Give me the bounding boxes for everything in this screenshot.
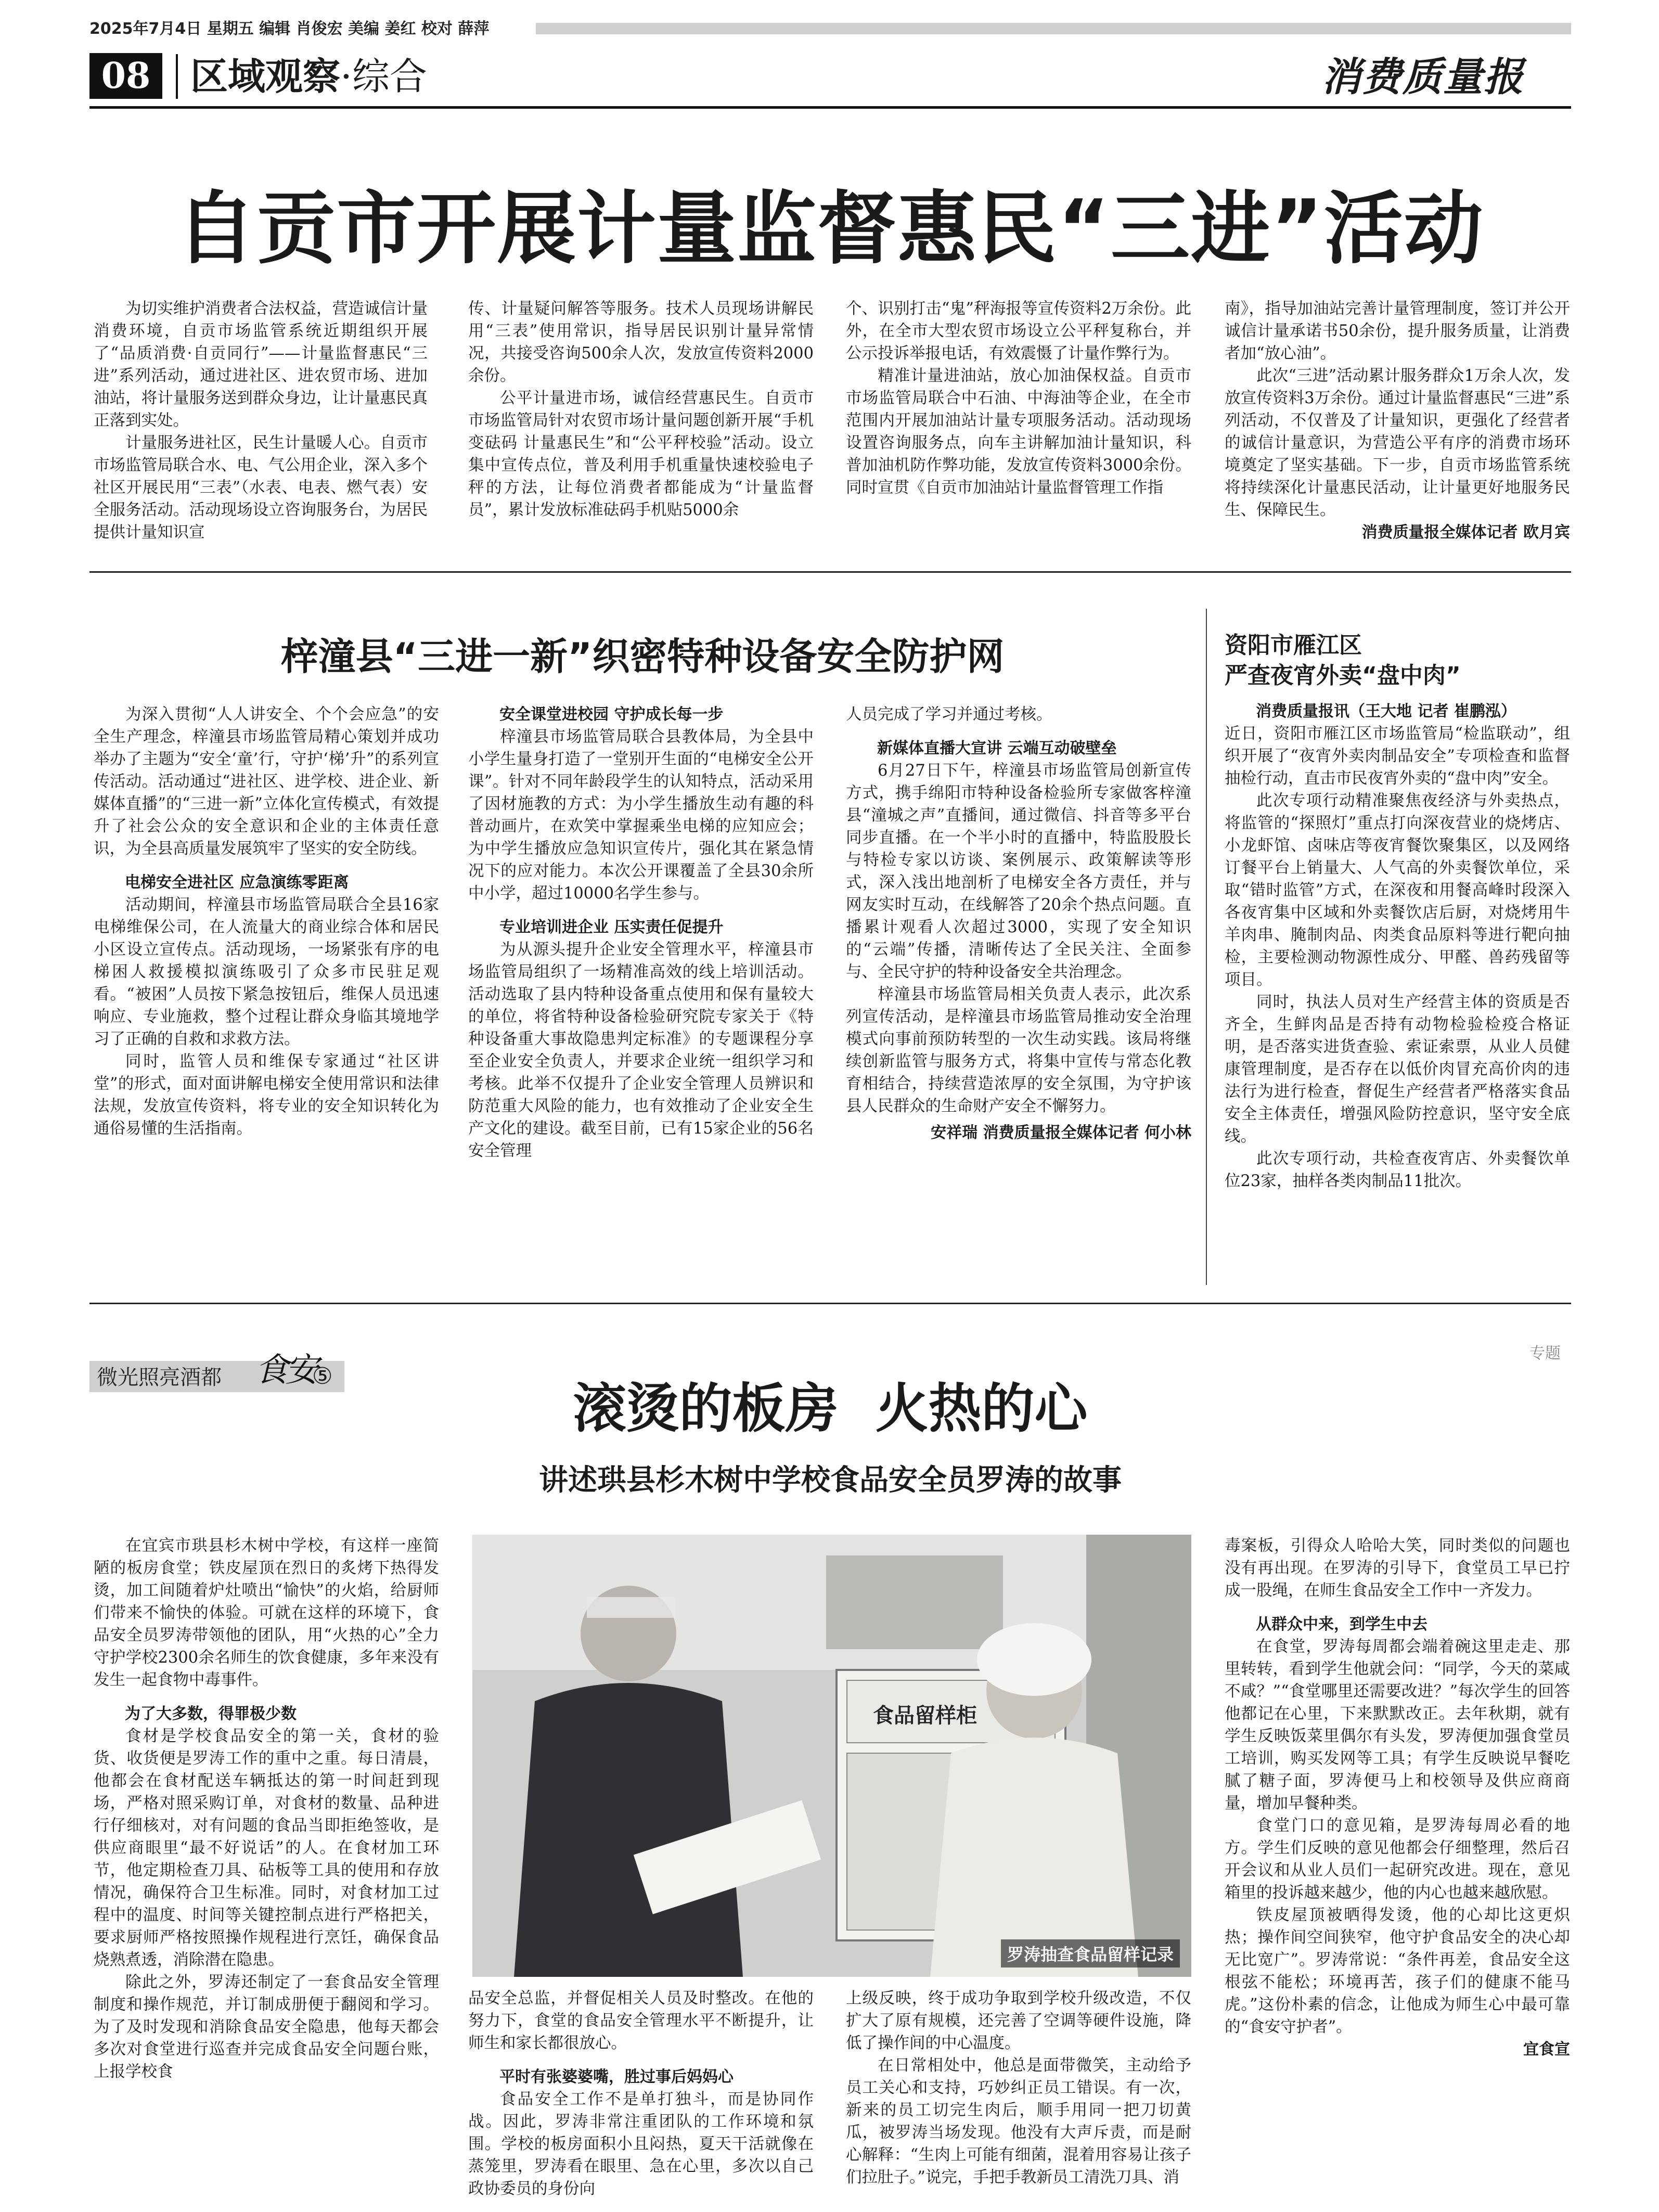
- paragraph: 为切实维护消费者合法权益，营造诚信计量消费环境，自贡市场监管系统近期组织开展了“品质消费·自贡同行”——计量监督惠民“三进”系列活动，通过进社区、进农贸市场、进加油站，将计量服务送到群众身边，让计量惠民真正落到实处。: [94, 300, 428, 430]
- article3-body: [1225, 700, 1570, 1192]
- paragraph: 毒案板，引得众人哈哈大笑，同时类似的问题也没有再出现。在罗涛的引导下，食堂员工早已拧成一股绳，在师生食品安全工作中一齐发力。: [1225, 1537, 1570, 1600]
- paragraph: 公平计量进市场，诚信经营惠民生。自贡市市场监管局针对农贸市场计量问题创新开展“手机变砝码 计量惠民生”和“公平秤校验”活动。设立集中宣传点位，普及利用手机重量快速校验电子秤的方法，让每位消费者都能成为“计量监督员”，累计发放标准砝码手机贴5000余: [468, 389, 814, 519]
- paragraph: 梓潼县市场监管局联合县教体局，为全县中小学生量身打造了一堂别开生面的“电梯安全公开课”。针对不同年龄段学生的认知特点，活动采用了因材施教的方式：为小学生播放生动有趣的科普动画片，在欢笑中掌握乘坐电梯的应知应会；为中学生播放应急知识宣传片，强化其在紧急情况下的应对能力。本次公开课覆盖了全县30余所中小学，超过10000名学生参与。: [468, 728, 814, 903]
- subheading: 从群众中来，到学生中去: [1256, 1615, 1427, 1634]
- paragraph: 近日，资阳市雁江区市场监管局“检监联动”，组织开展了“夜宵外卖肉制品安全”专项检查和监督抽检行动，直击市民夜宵外卖的“盘中肉”安全。: [1225, 725, 1570, 788]
- paragraph: 为从源头提升企业安全管理水平，梓潼县市场监管局组织了一场精准高效的线上培训活动。活动选取了县内特种设备重点使用和保有量较大的单位，将省特种设备检验研究院专家关于《特种设备重大事故隐患判定标准》的专题课程分享至企业安全负责人，并要求企业统一组织学习和考核。此举不仅提升了企业安全管理人员辨识和防范重大风险的能力，也有效推动了企业安全生产文化的建设。截至目前，已有15家企业的56名安全管理: [468, 941, 814, 1160]
- paragraph: 南》，指导加油站完善计量管理制度，签订并公开诚信计量承诺书50余份，提升服务质量，让消费者加“放心油”。: [1225, 300, 1570, 363]
- paragraph: 在食堂，罗涛每周都会端着碗这里走走、那里转转，看到学生他就会问：“同学，今天的菜咸不咸？”“食堂哪里还需要改进？”每次学生的回答他都记在心里，下来默默改正。去年秋期，就有学生反映饭菜里偶尔有头发，罗涛便加强食堂员工培训，购买发网等工具；有学生反映说早餐吃腻了糖子面，罗涛便马上和校领导及供应商商量，增加早餐种类。: [1225, 1638, 1570, 1812]
- paragraph: 6月27日下午，梓潼县市场监管局创新宣传方式，携手绵阳市特种设备检验所专家做客梓潼县“潼城之声”直播间，通过微信、抖音等多平台同步直播。在一个半小时的直播中，特监股股长与特检专家以访谈、案例展示、政策解读等形式，深入浅出地剖析了电梯安全各方责任，并与网友实时互动，在线解答了20余个热点问题。直播累计观看人次超过3000，实现了安全知识的“云端”传播，清晰传达了全民关注、全面参与、全民守护的特种设备安全共治理念。: [846, 762, 1191, 981]
- article3-lead: 消费质量报讯（王大地 记者 崔鹏泓）: [1256, 702, 1516, 721]
- article2-title: 梓潼县“三进一新”织密特种设备安全防护网: [280, 635, 1005, 678]
- paragraph: 食材是学校食品安全的第一关，食材的验货、收货便是罗涛工作的重中之重。每日清晨，他都会在食材配送车辆抵达的第一时间赶到现场，严格对照采购订单，对食材的数量、品种进行仔细核对，对有问题的食品当即拒绝签收，是供应商眼里“最不好说话”的人。在食材加工环节，他定期检查刀具、砧板等工具的使用和存放情况，确保符合卫生标准。同时，对食材加工过程中的温度、时间等关键控制点进行严格把关，要求厨师严格按照操作规程进行烹饪，确保食品烧熟煮透，消除潜在隐患。: [94, 1727, 439, 1969]
- article2-col2: [468, 703, 814, 1162]
- feature-photo: [472, 1535, 1191, 1977]
- article1-title: 自贡市开展计量监督惠民“三进”活动: [176, 183, 1484, 275]
- feature-col2: [468, 1987, 814, 2200]
- paragraph: 同时，监管人员和维保专家通过“社区讲堂”的形式，面对面讲解电梯安全使用常识和法律法规，发放宣传资料，将专业的安全知识转化为通俗易懂的生活指南。: [94, 1052, 439, 1138]
- paragraph: 为深入贯彻“人人讲安全、个个会应急”的安全生产理念，梓潼县市场监管局精心策划并成功举办了主题为“安全‘童’行，守护‘梯’升”的系列宣传活动。活动通过“进社区、进学校、进企业、新媒体直播”的“三进一新”立体化宣传模式，有效提升了社会公众的安全意识和企业的主体责任意识，为全县高质量发展筑牢了坚实的安全防线。: [94, 705, 439, 858]
- article1-col4: [1225, 298, 1570, 544]
- feature-title: 滚烫的板房 火热的心: [573, 1378, 1088, 1440]
- feature-subtitle: 讲述珙县杉木树中学校食品安全员罗涛的故事: [539, 1463, 1122, 1497]
- article1-byline: 消费质量报全媒体记者 欧月宾: [1361, 523, 1570, 542]
- article1-col2: [468, 298, 814, 521]
- feature-col4: [1225, 1535, 1570, 2061]
- feature-tag: 专题: [1529, 1344, 1561, 1362]
- page-number-badge: 08: [89, 53, 162, 99]
- divider: [89, 571, 1571, 573]
- photo-caption: 罗涛抽查食品留样记录: [1001, 1939, 1180, 1967]
- paragraph: 铁皮屋顶被晒得发烫，他的心却比这更炽热；操作间空间狭窄，他守护食品安全的决心却无比宽广”。罗涛常说：“条件再差，食品安全这根弦不能松；环境再苦，孩子们的健康不能马虎。”这份朴素的信念，让他成为师生心中最可靠的“食安守护者”。: [1225, 1906, 1570, 2036]
- paragraph: 梓潼县市场监管局相关负责人表示，此次系列宣传活动，是梓潼县市场监管局推动安全治理模式向事前预防转型的一次生动实践。该局将继续创新监管与服务方式，将集中宣传与常态化教育相结合，持续营造浓厚的安全氛围，为守护该县人民群众的生命财产安全不懈努力。: [846, 985, 1191, 1115]
- paragraph: 在日常相处中，他总是面带微笑，主动给予员工关心和支持，巧妙纠正员工错误。有一次，新来的员工切完生肉后，顺手用同一把刀切黄瓜，被罗涛当场发现。他没有大声斥责，而是耐心解释：“生肉上可能有细菌，混着用容易让孩子们拉肚子。”说完，手把手教新员工清洗刀具、消: [846, 2056, 1191, 2187]
- column-divider: [1206, 609, 1207, 1285]
- article3-title-line1: 资阳市雁江区: [1225, 632, 1362, 659]
- header-rule-top: [536, 23, 1571, 34]
- section-name: 区域观察: [190, 54, 341, 98]
- feature-byline: 宜食宣: [1523, 2040, 1570, 2059]
- article3-title: [1225, 631, 1570, 691]
- paragraph: 上级反映，终于成功争取到学校升级改造，不仅扩大了原有规模，还完善了空调等硬件设施，降低了操作间的中心温度。: [846, 1989, 1191, 2052]
- subheading: 为了大多数，得罪极少数: [125, 1705, 297, 1723]
- paragraph: 同时，执法人员对生产经营主体的资质是否齐全，生鲜肉品是否持有动物检验检疫合格证明，是否落实进货查验、索证索票，从业人员健康管理制度，是否存在以低价肉冒充高价肉的违法行为进行检查，督促生产经营者严格落实食品安全主体责任，增强风险防控意识，坚守安全底线。: [1225, 993, 1570, 1146]
- dateline: 2025年7月4日 星期五 编辑 肖俊宏 美编 姜红 校对 薛萍: [89, 20, 490, 38]
- cabinet-label: 食品留样柜: [873, 1704, 977, 1728]
- paragraph: 此次专项行动精准聚焦夜经济与外卖热点，将监管的“探照灯”重点打向深夜营业的烧烤店、小龙虾馆、卤味店等夜宵餐饮聚集区，以及网络订餐平台上销量大、人气高的外卖餐饮单位，采取“错时监管”方式，在深夜和用餐高峰时段深入各夜宵集中区域和外卖餐饮店后厨，对烧烤用牛羊肉串、腌制肉品、肉类食品原料等进行靶向抽检，主要检测动物源性成分、甲醛、兽药残留等项目。: [1225, 792, 1570, 989]
- section-sub: ·综合: [340, 55, 427, 98]
- article2-byline: 安祥瑞 消费质量报全媒体记者 何小林: [931, 1124, 1191, 1142]
- column-deco: 食安: [255, 1351, 315, 1390]
- article1-col3: [846, 298, 1191, 499]
- paragraph: 品安全总监，并督促相关人员及时整改。在他的努力下，食堂的食品安全管理水平不断提升，让师生和家长都很放心。: [468, 1989, 814, 2052]
- divider: [89, 1303, 1571, 1304]
- paragraph: 活动期间，梓潼县市场监管局联合全县16家电梯维保公司，在人流量大的商业综合体和居民小区设立宣传点。活动现场，一场紧张有序的电梯困人救援模拟演练吸引了众多市民驻足观看。“被困”人员按下紧急按钮后，维保人员迅速响应、专业施救，整个过程让群众身临其境地学习了正确的自救和求救方法。: [94, 896, 439, 1048]
- article1-col1: [94, 298, 428, 544]
- subheading: 专业培训进企业 压实责任促提升: [499, 918, 724, 936]
- subheading: 电梯安全进社区 应急演练零距离: [125, 873, 349, 892]
- paragraph: 个、识别打击“鬼”秤海报等宣传资料2万余份。此外，在全市大型农贸市场设立公平秤复称台，并公示投诉举报电话，有效震慑了计量作弊行为。: [846, 300, 1191, 363]
- header-rule: [89, 106, 1571, 109]
- subheading: 新媒体直播大宣讲 云端互动破壁垒: [877, 739, 1117, 757]
- article3-title-line2: 严查夜宵外卖“盘中肉”: [1225, 662, 1461, 689]
- photo-illustration: [472, 1535, 1191, 1977]
- feature-col3: [846, 1987, 1191, 2189]
- paragraph: 此次专项行动，共检查夜宵店、外卖餐饮单位23家，抽样各类肉制品11批次。: [1225, 1150, 1570, 1190]
- section-title: [190, 54, 427, 99]
- paragraph: 此次“三进”活动累计服务群众1万余人次，发放宣传资料3万余份。通过计量监督惠民“三进”系列活动，不仅普及了计量知识，更强化了经营者的诚信计量意识，为营造公平有序的消费市场环境奠定了坚实基础。下一步，自贡市场监管系统将持续深化计量惠民活动，让计量更好地服务民生、保障民生。: [1225, 367, 1570, 519]
- feature-col1: [94, 1535, 439, 2083]
- paragraph: 除此之外，罗涛还制定了一套食品安全管理制度和操作规范，并订制成册便于翻阅和学习。为了及时发现和消除食品安全隐患，他每天都会多次对食堂进行巡查并完成食品安全问题台账，上报学校食: [94, 1973, 439, 2081]
- paragraph: 食堂门口的意见箱，是罗涛每周必看的地方。学生们反映的意见他都会仔细整理，然后召开会议和从业人员们一起研究改进。现在，意见箱里的投诉越来越少，他的内心也越来越欣慰。: [1225, 1817, 1570, 1902]
- subheading: 安全课堂进校园 守护成长每一步: [499, 705, 724, 724]
- section-separator: [176, 54, 178, 99]
- paragraph: 精准计量进油站，放心加油保权益。自贡市市场监管局联合中石油、中海油等企业，在全市范围内开展加油站计量专项服务活动。活动现场设置咨询服务点，向车主讲解加油计量知识，科普加油机防作弊功能，发放宣传资料3000余份。同时宣贯《自贡市加油站计量监督管理工作指: [846, 367, 1191, 497]
- paragraph: 在宜宾市珙县杉木树中学校，有这样一座简陋的板房食堂；铁皮屋顶在烈日的炙烤下热得发烫，加工间随着炉灶喷出“愉快”的火焰，给厨师们带来不愉快的体验。可就在这样的环境下，食品安全员罗涛带领他的团队，用“火热的心”全力守护学校2300余名师生的饮食健康，多年来没有发生一起食物中毒事件。: [94, 1537, 439, 1689]
- paragraph: 计量服务进社区，民生计量暖人心。自贡市市场监管局联合水、电、气公用企业，深入多个社区开展民用“三表”（水表、电表、燃气表）安全服务活动。活动现场设立咨询服务台，为居民提供计量知识宣: [94, 434, 428, 542]
- masthead: 消费质量报: [1321, 54, 1524, 100]
- paragraph: 人员完成了学习并通过考核。: [846, 705, 1052, 724]
- column-number: ⑤: [312, 1363, 333, 1390]
- article2-col3: [846, 703, 1191, 1144]
- paragraph: 食品安全工作不是单打独斗，而是协同作战。因此，罗涛非常注重团队的工作环境和氛围。学校的板房面积小且闷热，夏天干活就像在蒸笼里，罗涛看在眼里、急在心里，多次以自己政协委员的身份向: [468, 2090, 814, 2198]
- article2-col1: [94, 703, 439, 1140]
- subheading: 平时有张婆婆嘴，胜过事后妈妈心: [499, 2068, 734, 2086]
- column-name: 微光照亮酒都: [97, 1366, 222, 1390]
- paragraph: 传、计量疑问解答等服务。技术人员现场讲解民用“三表”使用常识，指导居民识别计量异常情况，共接受咨询500余人次，发放宣传资料2000余份。: [468, 300, 814, 385]
